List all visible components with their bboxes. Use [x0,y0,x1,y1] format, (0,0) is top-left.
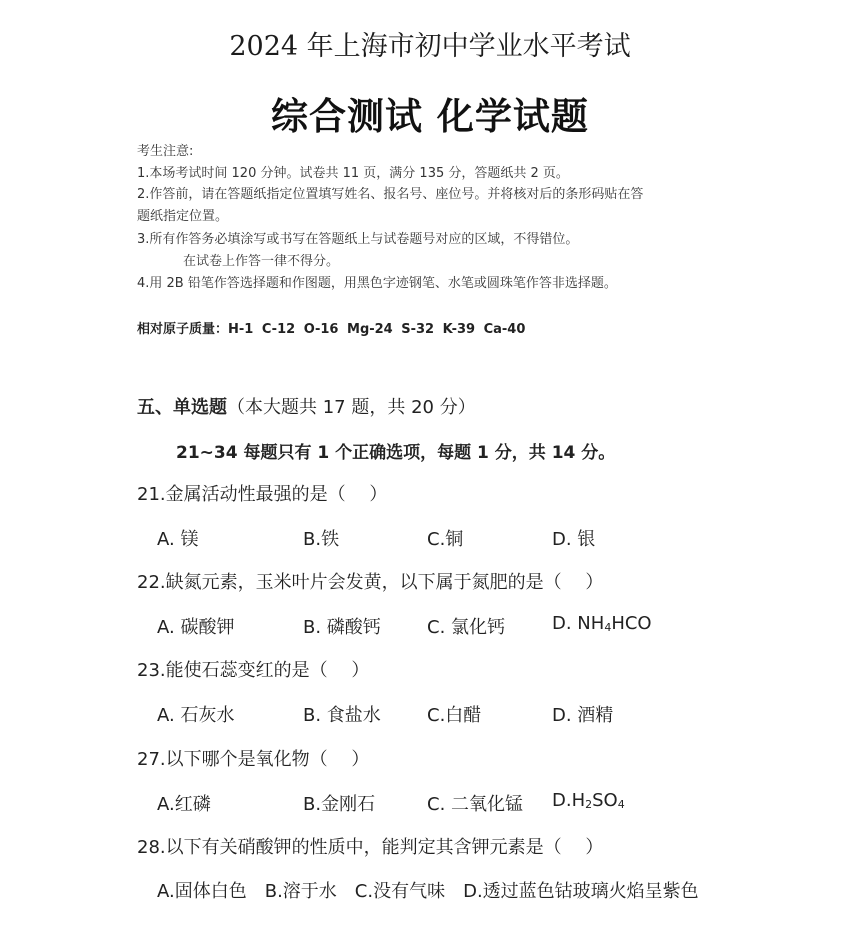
option-d-text: D.H [552,790,586,811]
option-a: A. 碳酸钾 [157,617,235,638]
subscript: 2 [585,798,593,811]
exam-subtitle: 综合测试 化学试题 [271,95,589,138]
subscript: 4 [604,621,612,634]
option-d: D. 酒精 [552,705,614,726]
atomic-mass-line: 相对原子质量：H-1 C-12 O-16 Mg-24 S-32 K-39 Ca-40 [137,322,526,337]
notes-heading: 考生注意: [137,144,194,159]
question-stem: 28.以下有关硝酸钾的性质中，能判定其含钾元素是（ ） [137,837,604,858]
option-d [552,613,652,634]
note-line-1: 1.本场考试时间 120 分钟。试卷共 11 页，满分 135 分，答题纸共 2 页。 [137,166,569,181]
section-heading [137,393,476,419]
section-title: 五、单选题 [137,397,227,418]
question-options [157,790,757,814]
section-instruction: 21~34 每题只有 1 个正确选项，每题 1 分，共 14 分。 [176,443,616,463]
option-b: B. 磷酸钙 [303,617,381,638]
option-d-text: D. NH [552,613,605,634]
question-options [157,525,757,549]
question-options [157,701,757,725]
note-line-3-cont: 在试卷上作答一律不得分。 [183,254,340,269]
note-line-2: 2.作答前，请在答题纸指定位置填写姓名、报名号、座位号。并将核对后的条形码贴在答 [137,187,644,202]
option-b: B.金刚石 [303,794,376,815]
note-line-3: 3.所有作答务必填涂写或书写在答题纸上与试卷题号对应的区域，不得错位。 [137,232,579,247]
option-a: A.红磷 [157,794,211,815]
option-d-text: HCO [611,613,652,634]
option-d: D. 银 [552,529,596,550]
exam-title: 2024 年上海市初中学业水平考试 [229,31,631,62]
question-options [157,613,757,637]
option-c: C. 二氧化锰 [427,794,524,815]
option-a: A. 镁 [157,529,199,550]
question-stem: 22.缺氮元素，玉米叶片会发黄，以下属于氮肥的是（ ） [137,572,604,593]
option-b: B.铁 [303,529,340,550]
question-stem: 21.金属活动性最强的是（ ） [137,484,388,505]
option-c: C. 氯化钙 [427,617,506,638]
note-line-2-cont: 题纸指定位置。 [137,209,229,224]
option-c: C.铜 [427,529,464,550]
subscript: 4 [617,798,625,811]
section-meta: （本大题共 17 题，共 20 分） [227,397,476,418]
option-b: B. 食盐水 [303,705,381,726]
option-c: C.白醋 [427,705,482,726]
note-line-4: 4.用 2B 铅笔作答选择题和作图题，用黑色字迹钢笔、水笔或圆珠笔作答非选择题。 [137,276,617,291]
option-d-text: SO [592,790,618,811]
option-a: A. 石灰水 [157,705,235,726]
question-options-line: A.固体白色 B.溶于水 C.没有气味 D.透过蓝色钴玻璃火焰呈紫色 [157,881,699,902]
question-stem: 27.以下哪个是氧化物（ ） [137,749,370,770]
option-d [552,790,625,811]
question-stem: 23.能使石蕊变红的是（ ） [137,660,370,681]
